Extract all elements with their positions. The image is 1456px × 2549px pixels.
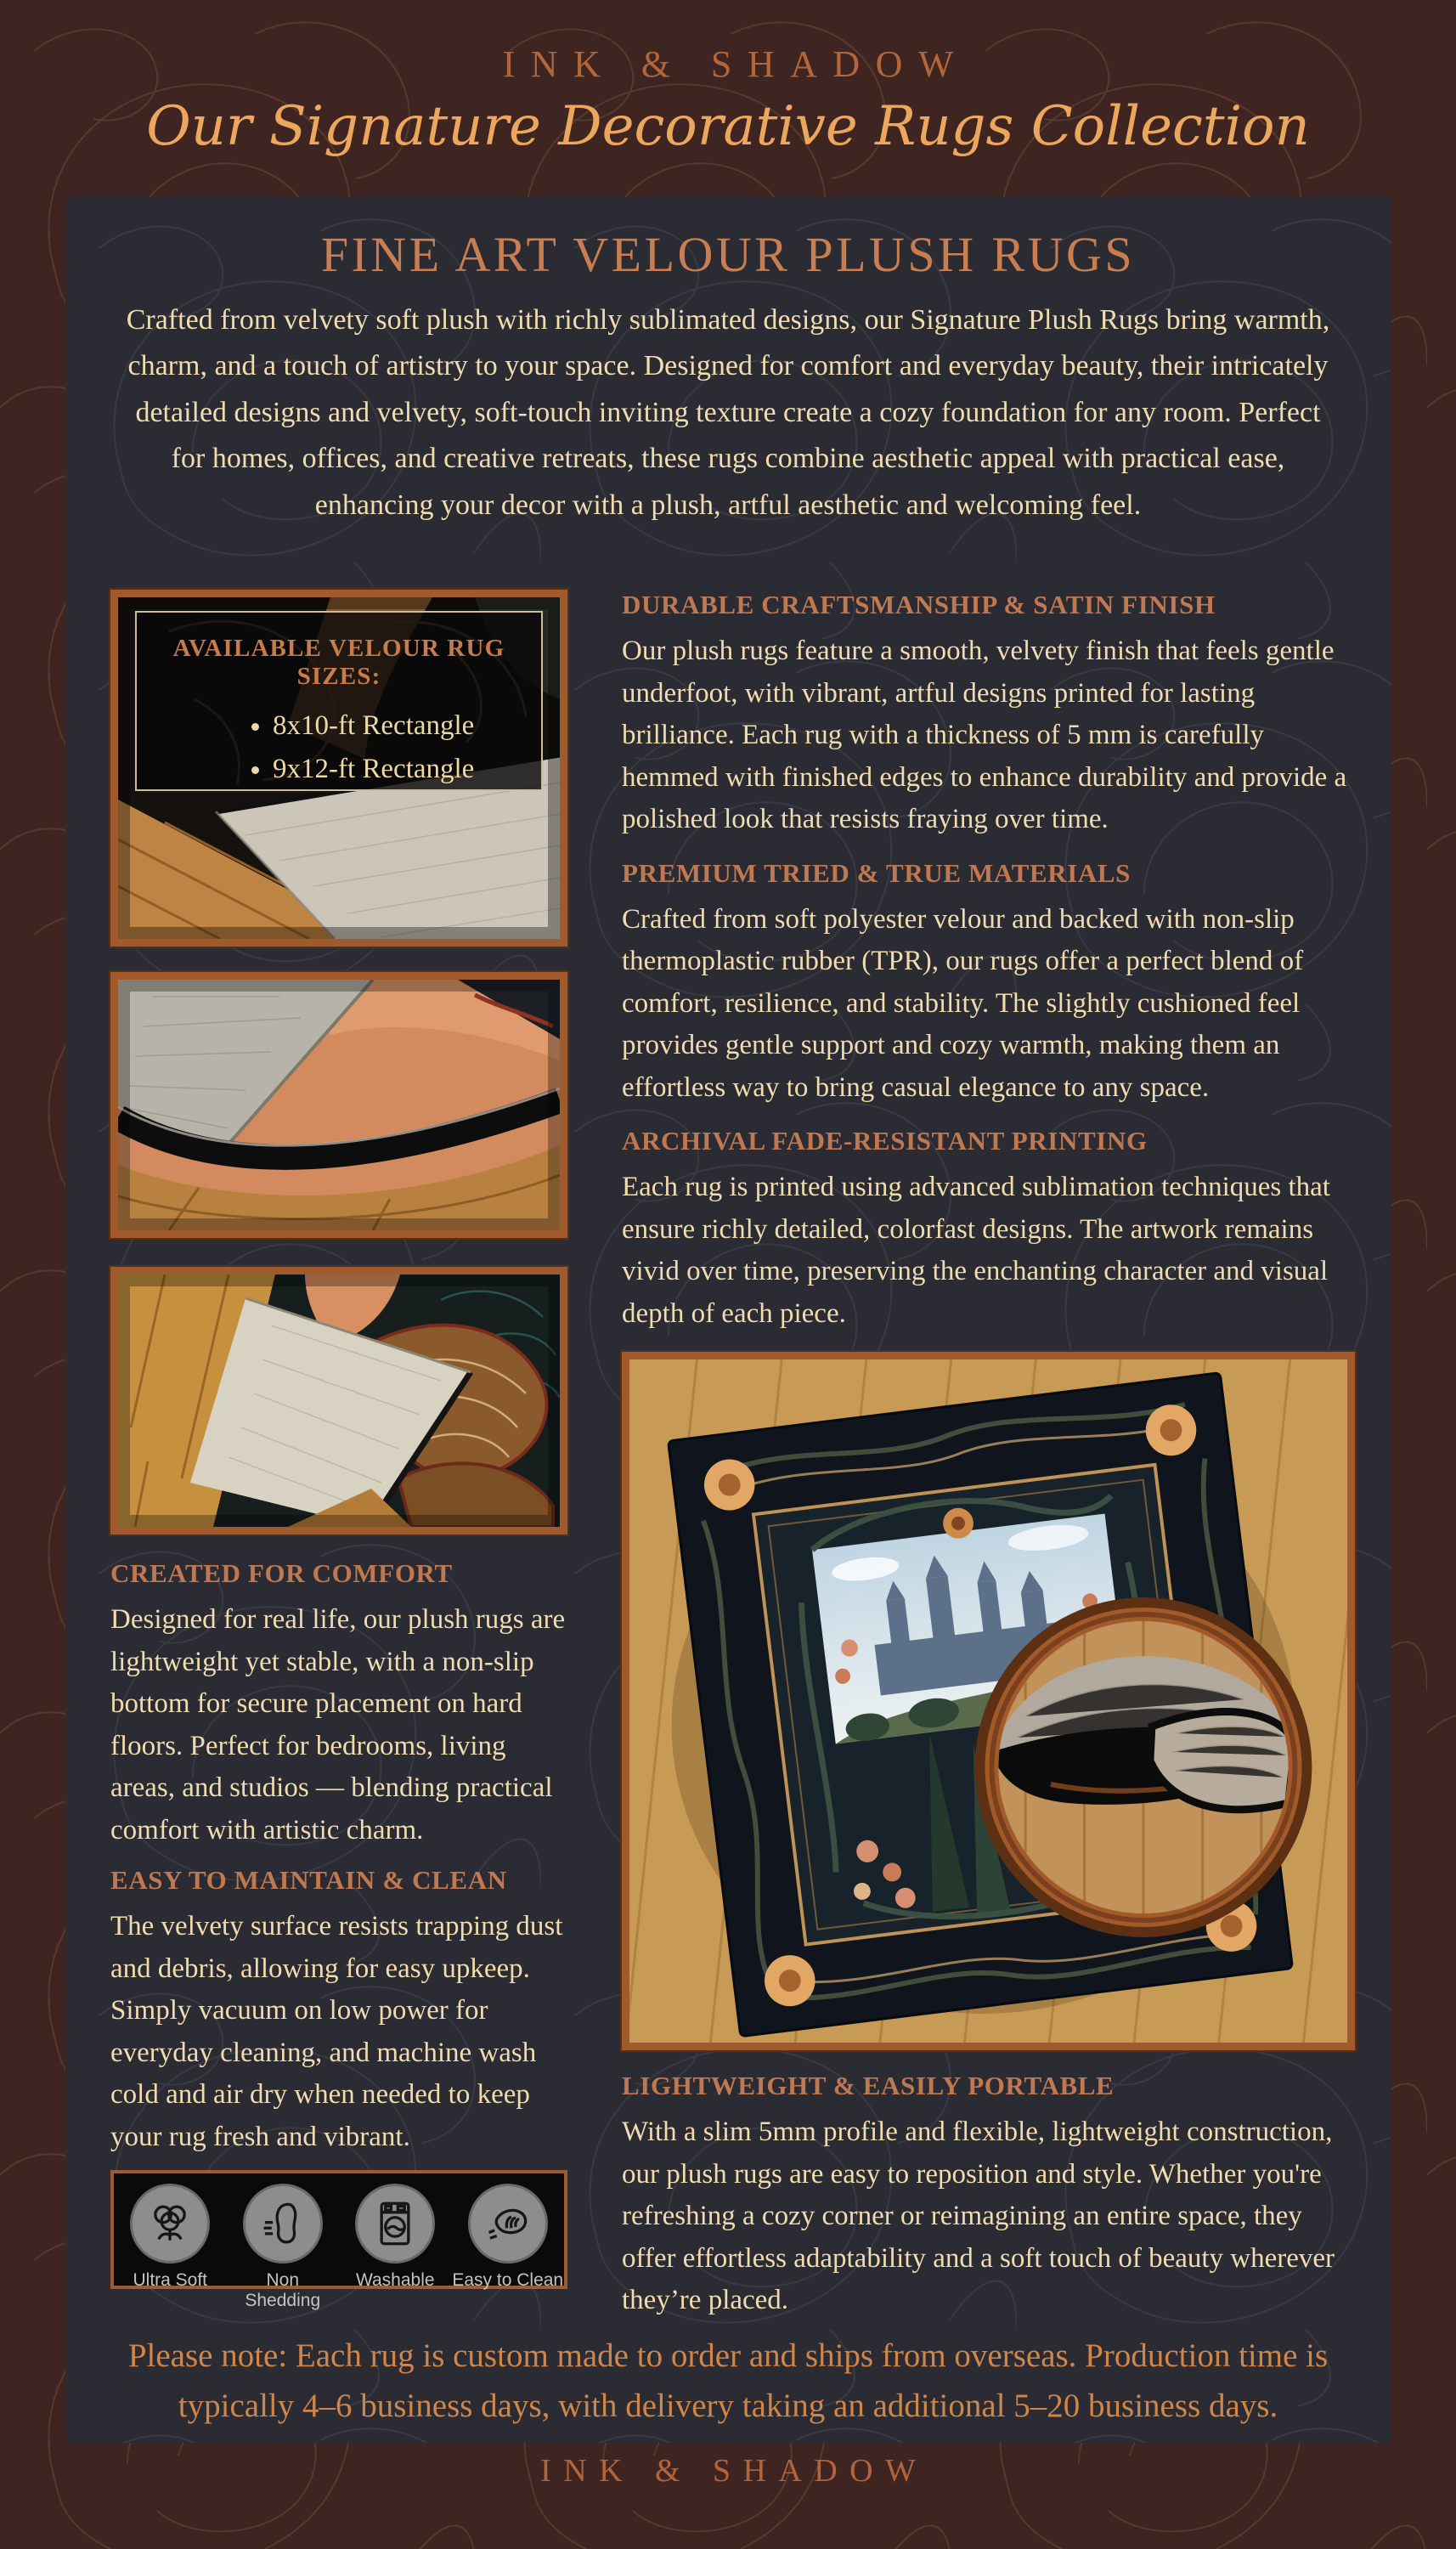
- section-heading-premium: PREMIUM TRIED & TRUE MATERIALS: [622, 857, 1132, 888]
- rug-backing-photo-2: [110, 972, 567, 1238]
- intro-paragraph: Crafted from velvety soft plush with richly sublimated designs, our Signature Plush Rugs bring warmth, charm, and a touch of artistry to your space. Designed for comfort and everyday beauty, their intricately detailed designs and velvety, soft-touch inviting texture create a cozy foundation for any room. Perfect for homes, offices, and creative retreats, these rugs combine aesthetic appeal with practical ease, enhancing your decor with a plush, artful aesthetic and welcoming feel.: [126, 304, 1330, 521]
- rug-backing-photo-1: [110, 590, 567, 947]
- brand-footer: INK & SHADOW: [540, 2453, 928, 2489]
- collection-tagline: Our Signature Decorative Rugs Collection: [146, 95, 1310, 158]
- production-note: Please note: Each rug is custom made to order and ships from overseas. Production time is typically 4–6 business days, with delivery taking an additional 5–20 business days.: [127, 2337, 1329, 2424]
- size-item: • 8x10-ft Rectangle: [273, 704, 541, 748]
- section-heading-lightweight: LIGHTWEIGHT & EASILY PORTABLE: [622, 2071, 1115, 2100]
- rug-backing-photo-3: [110, 1267, 567, 1534]
- page-title: FINE ART VELOUR PLUSH RUGS: [320, 227, 1136, 282]
- badge-label: Washable: [355, 2270, 435, 2290]
- size-item: • 9x12-ft Rectangle: [273, 748, 541, 791]
- sizes-list: [137, 704, 541, 791]
- section-body-premium: Crafted from soft polyester velour and backed with non-slip thermoplastic rubber (TPR), our rugs offer a perfect blend of comfort, resilience, and stability. The slightly cushioned feel provides gentle support and cozy warmth, making them an effortless way to bring casual elegance to any space.: [622, 903, 1304, 1103]
- sizes-heading: AVAILABLE VELOUR RUG SIZES:: [172, 635, 505, 690]
- rug-room-photo: [622, 1352, 1355, 2050]
- badge-non-shedding: [227, 2173, 340, 2311]
- badge-easy-clean: [452, 2173, 565, 2291]
- available-sizes-box: [135, 611, 543, 791]
- section-body-comfort: Designed for real life, our plush rugs are lightweight yet stable, with a non-slip bottom for secure placement on hard floors. Perfect for bedrooms, living areas, and studios — blending practical comfort with artistic charm.: [110, 1604, 566, 1845]
- section-heading-durable: DURABLE CRAFTSMANSHIP & SATIN FINISH: [622, 590, 1216, 619]
- two-column-layout: [110, 590, 1355, 2339]
- badge-washable: [339, 2173, 452, 2291]
- section-heading-maintain: EASY TO MAINTAIN & CLEAN: [110, 1865, 507, 1895]
- section-heading-comfort: CREATED FOR COMFORT: [110, 1558, 453, 1588]
- badge-label: Ultra Soft: [133, 2270, 208, 2290]
- section-heading-archival: ARCHIVAL FADE-RESISTANT PRINTING: [622, 1126, 1148, 1156]
- right-column: [622, 590, 1355, 2339]
- badge-ultra-soft: [114, 2173, 227, 2291]
- section-body-durable: Our plush rugs feature a smooth, velvety finish that feels gentle underfoot, with vibrant, artful designs printed for lasting brilliance. Each rug with a thickness of 5 mm is carefully hemmed with finished edges to enhance durability and provide a polished look that resists fraying over time.: [622, 636, 1347, 834]
- cotton-boll-icon: [130, 2184, 210, 2264]
- badge-label: Non Shedding: [245, 2270, 321, 2310]
- left-column: [110, 590, 567, 2339]
- rug-corner-flip-illustration: [118, 1274, 560, 1527]
- foot-icon: [243, 2184, 323, 2264]
- badge-label: Easy to Clean: [452, 2270, 564, 2290]
- section-body-lightweight: With a slim 5mm profile and flexible, lightweight construction, our plush rugs are easy to reposition and style. Whether you're refreshing a cozy corner or reimagining an entire space, they offer effortless adaptability and a soft touch of beauty wherever they’re placed.: [622, 2117, 1335, 2315]
- section-body-archival: Each rug is printed using advanced sublimation techniques that ensure richly detailed, colorfast designs. The artwork remains vivid over time, preserving the enchanting character and visual depth of each piece.: [622, 1172, 1330, 1329]
- washing-machine-icon: [355, 2184, 435, 2264]
- section-body-maintain: The velvety surface resists trapping dust and debris, allowing for easy upkeep. Simply vacuum on low power for everyday cleaning, and machine wash cold and air dry when needed to keep your rug fresh and vibrant.: [110, 1911, 563, 2152]
- content-panel: [65, 197, 1391, 2443]
- castle-rug-illustration: [629, 1359, 1347, 2043]
- brand-header: INK & SHADOW: [502, 43, 969, 85]
- rug-edge-closeup-illustration: [118, 980, 560, 1230]
- hand-wipe-icon: [468, 2184, 548, 2264]
- feature-badges: [110, 2170, 567, 2310]
